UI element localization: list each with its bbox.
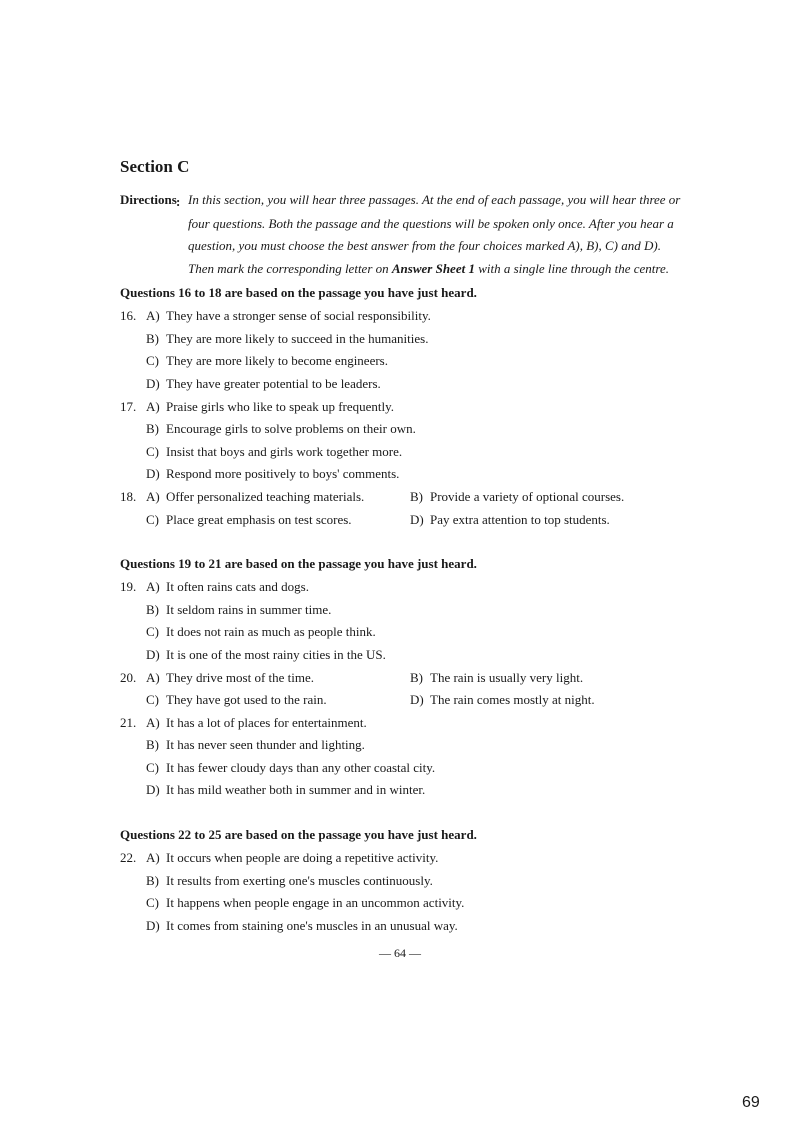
question-number: 22. xyxy=(120,850,137,865)
option-b: B) It seldom rains in summer time. xyxy=(146,602,332,617)
option-a: A) They drive most of the time. xyxy=(146,670,315,685)
option-a: A) It occurs when people are doing a repetitive activity. xyxy=(146,850,439,865)
option-d: D) Pay extra attention to top students. xyxy=(410,512,610,527)
group-heading: Questions 22 to 25 are based on the passage you have just heard. xyxy=(120,827,477,842)
question-number: 20. xyxy=(120,670,137,685)
group-heading: Questions 19 to 21 are based on the passage you have just heard. xyxy=(120,556,477,571)
option-d: D) It comes from staining one's muscles in an unusual way. xyxy=(146,918,458,933)
option-c: C) It has fewer cloudy days than any other coastal city. xyxy=(146,760,436,775)
directions-line-4-post: with a single line through the centre. xyxy=(478,261,669,276)
option-b: B) The rain is usually very light. xyxy=(410,670,584,685)
option-a: A) It often rains cats and dogs. xyxy=(146,579,309,594)
group-heading: Questions 16 to 18 are based on the passage you have just heard. xyxy=(120,285,477,300)
option-d: D) Respond more positively to boys' comments. xyxy=(146,466,400,481)
directions-line-2: four questions. Both the passage and the questions will be spoken only once. After you hear a xyxy=(188,216,674,231)
directions-colon: : xyxy=(176,194,181,209)
option-a: A) They have a stronger sense of social responsibility. xyxy=(146,308,431,323)
option-b: B) It has never seen thunder and lighting. xyxy=(146,737,365,752)
option-a: A) Offer personalized teaching materials. xyxy=(146,489,365,504)
directions-label: Directions xyxy=(120,192,177,207)
directions-line-1: In this section, you will hear three passages. At the end of each passage, you will hear three or xyxy=(188,192,681,207)
option-c: C) It happens when people engage in an uncommon activity. xyxy=(146,895,465,910)
option-c: C) They are more likely to become engineers. xyxy=(146,353,388,368)
answer-sheet-ref: Answer Sheet 1 xyxy=(391,261,475,276)
option-c: C) It does not rain as much as people think. xyxy=(146,624,376,639)
option-d: D) It is one of the most rainy cities in the US. xyxy=(146,647,386,662)
option-b: B) It results from exerting one's muscles continuously. xyxy=(146,873,433,888)
page-footer: — 64 — xyxy=(379,946,421,960)
option-a: A) Praise girls who like to speak up frequently. xyxy=(146,399,395,414)
question-number: 16. xyxy=(120,308,137,323)
question-number: 18. xyxy=(120,489,137,504)
section-title: Section C xyxy=(120,157,190,176)
option-d: D) It has mild weather both in summer and in winter. xyxy=(146,782,426,797)
page-number: 69 xyxy=(742,1094,760,1111)
option-d: D) They have greater potential to be leaders. xyxy=(146,376,381,391)
directions-line-4 xyxy=(188,261,669,277)
option-b: B) Provide a variety of optional courses. xyxy=(410,489,625,504)
option-d: D) The rain comes mostly at night. xyxy=(410,692,595,707)
question-number: 21. xyxy=(120,715,137,730)
option-b: B) They are more likely to succeed in the humanities. xyxy=(146,331,429,346)
option-b: B) Encourage girls to solve problems on their own. xyxy=(146,421,416,436)
directions-line-4-pre: Then mark the corresponding letter on xyxy=(188,261,389,276)
directions-line-3: question, you must choose the best answer from the four choices marked A), B), C) and D). xyxy=(188,238,661,253)
question-number: 17. xyxy=(120,399,137,414)
option-c: C) They have got used to the rain. xyxy=(146,692,327,707)
option-c: C) Place great emphasis on test scores. xyxy=(146,512,352,527)
option-a: A) It has a lot of places for entertainment. xyxy=(146,715,367,730)
option-c: C) Insist that boys and girls work together more. xyxy=(146,444,403,459)
question-number: 19. xyxy=(120,579,137,594)
